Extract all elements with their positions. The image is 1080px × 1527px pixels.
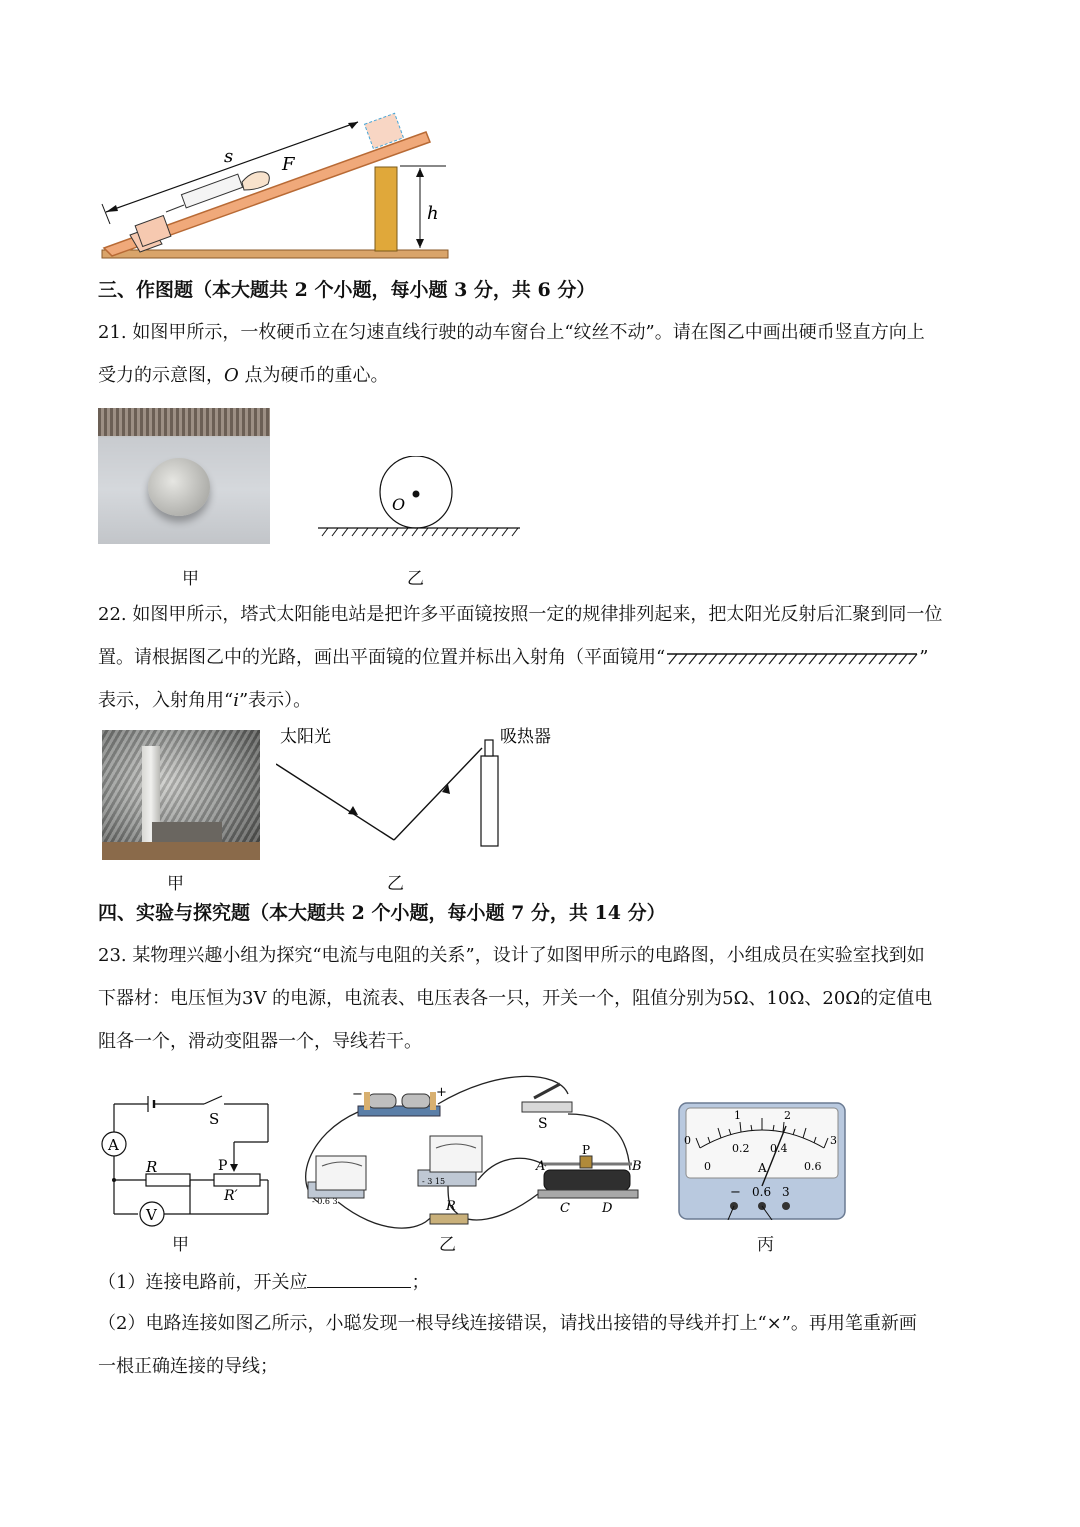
dial-terminal-minus: − bbox=[730, 1185, 741, 1200]
dial-top-2: 2 bbox=[784, 1109, 791, 1122]
q22-caption-jia: 甲 bbox=[167, 874, 184, 894]
q22-line3-italic: i bbox=[233, 690, 239, 711]
dial-bottom-2: 0.4 bbox=[770, 1142, 788, 1155]
voltmeter-terminals: - 3 15 bbox=[422, 1177, 446, 1186]
mirror-symbol-icon bbox=[665, 650, 919, 666]
q23-line1: 23. 某物理兴趣小组为探究“电流与电阻的关系”，设计了如图甲所示的电路图，小组成员在实验室找到如 bbox=[98, 945, 925, 966]
q21-caption-jia: 甲 bbox=[182, 569, 199, 589]
battery-plus-label: + bbox=[436, 1085, 447, 1100]
q21-line2-pre: 受力的示意图， bbox=[98, 365, 224, 386]
circuit-label-P: P bbox=[218, 1158, 228, 1174]
battery-minus-label: − bbox=[352, 1087, 363, 1102]
ammeter-terminals: - 0.6 3 bbox=[312, 1197, 338, 1206]
dial-bottom-3: 0.6 bbox=[804, 1160, 822, 1173]
terminal-label-B: B bbox=[632, 1159, 642, 1174]
slider-label-P: P bbox=[582, 1143, 591, 1157]
q21-caption-yi: 乙 bbox=[407, 569, 424, 589]
terminal-label-D: D bbox=[602, 1201, 613, 1216]
q23-sub1-blank[interactable] bbox=[307, 1269, 411, 1288]
dial-unit: A bbox=[758, 1161, 767, 1175]
coin-point-label: O bbox=[392, 495, 406, 514]
terminal-label-A: A bbox=[536, 1159, 546, 1174]
dial-top-0: 0 bbox=[684, 1134, 691, 1147]
q23-sub1 bbox=[98, 1269, 429, 1295]
ammeter-dial bbox=[678, 1102, 846, 1220]
q21-line2-italic: O bbox=[224, 365, 239, 386]
dial-terminal-3: 3 bbox=[782, 1185, 790, 1199]
section3-heading: 三、作图题（本大题共 2 个小题，每小题 3 分，共 6 分） bbox=[98, 279, 596, 301]
circuit-label-R: R bbox=[146, 1158, 158, 1176]
resistor-label: R bbox=[446, 1199, 456, 1214]
q22-line2 bbox=[98, 646, 928, 670]
terminal-label-C: C bbox=[560, 1201, 570, 1216]
section4-heading: 四、实验与探究题（本大题共 2 个小题，每小题 7 分，共 14 分） bbox=[98, 902, 666, 924]
dial-top-1: 1 bbox=[734, 1109, 741, 1122]
q22-line3-pre: 表示，入射角用“ bbox=[98, 690, 234, 711]
physical-caption: 乙 bbox=[439, 1235, 456, 1255]
coin-diagram bbox=[312, 456, 524, 542]
q21-line2-post: 点为硬币的重心。 bbox=[238, 365, 389, 386]
label-h: h bbox=[427, 203, 439, 224]
q21-line1: 21. 如图甲所示，一枚硬币立在匀速直线行驶的动车窗台上“纹丝不动”。请在图乙中画出硬币竖直方向上 bbox=[98, 322, 925, 343]
q22-line1: 22. 如图甲所示，塔式太阳能电站是把许多平面镜按照一定的规律排列起来，把太阳光反射后汇聚到同一位 bbox=[98, 604, 943, 625]
label-s: s bbox=[224, 146, 234, 167]
q23-line2: 下器材：电压恒为3V 的电源，电流表、电压表各一只，开关一个，阻值分别为5Ω、10Ω、20Ω的定值电 bbox=[98, 988, 933, 1009]
incline-figure bbox=[96, 112, 456, 264]
q23-sub1-pre: （1）连接电路前，开关应 bbox=[98, 1272, 308, 1293]
dial-bottom-1: 0.2 bbox=[732, 1142, 750, 1155]
q22-caption-yi: 乙 bbox=[387, 874, 404, 894]
circuit-caption: 甲 bbox=[172, 1235, 189, 1255]
sunlight-label: 太阳光 bbox=[280, 727, 331, 747]
solar-tower-photo bbox=[102, 730, 260, 860]
dial-terminal-06: 0.6 bbox=[752, 1185, 772, 1199]
circuit-label-V: V bbox=[146, 1206, 157, 1224]
q23-line3: 阻各一个，滑动变阻器一个，导线若干。 bbox=[98, 1031, 422, 1052]
coin-photo bbox=[98, 408, 270, 544]
light-path-diagram bbox=[276, 722, 566, 892]
circuit-label-Rprime: R′ bbox=[224, 1188, 238, 1204]
switch-label: S bbox=[538, 1116, 548, 1132]
q23-sub1-post: ； bbox=[411, 1272, 430, 1293]
dial-top-3: 3 bbox=[830, 1134, 837, 1147]
physical-circuit bbox=[298, 1074, 644, 1236]
dial-bottom-0: 0 bbox=[704, 1160, 711, 1173]
q23-sub2-line2: 一根正确连接的导线； bbox=[98, 1356, 278, 1377]
q21-line2 bbox=[98, 364, 389, 388]
q23-sub2-line1: （2）电路连接如图乙所示，小聪发现一根导线连接错误，请找出接错的导线并打上“×”。再用笔重新画 bbox=[98, 1313, 917, 1334]
q22-line3-post: ”表示）。 bbox=[238, 690, 312, 711]
circuit-diagram bbox=[96, 1090, 274, 1232]
q22-line2-pre: 置。请根据图乙中的光路，画出平面镜的位置并标出入射角（平面镜用“ bbox=[98, 647, 666, 668]
q22-line3 bbox=[98, 689, 311, 713]
circuit-label-S: S bbox=[209, 1110, 220, 1128]
meter-caption: 丙 bbox=[757, 1235, 774, 1255]
circuit-label-A: A bbox=[108, 1136, 119, 1154]
label-F: F bbox=[282, 154, 295, 175]
q22-line2-post: ” bbox=[919, 647, 929, 668]
absorber-label: 吸热器 bbox=[500, 727, 551, 747]
